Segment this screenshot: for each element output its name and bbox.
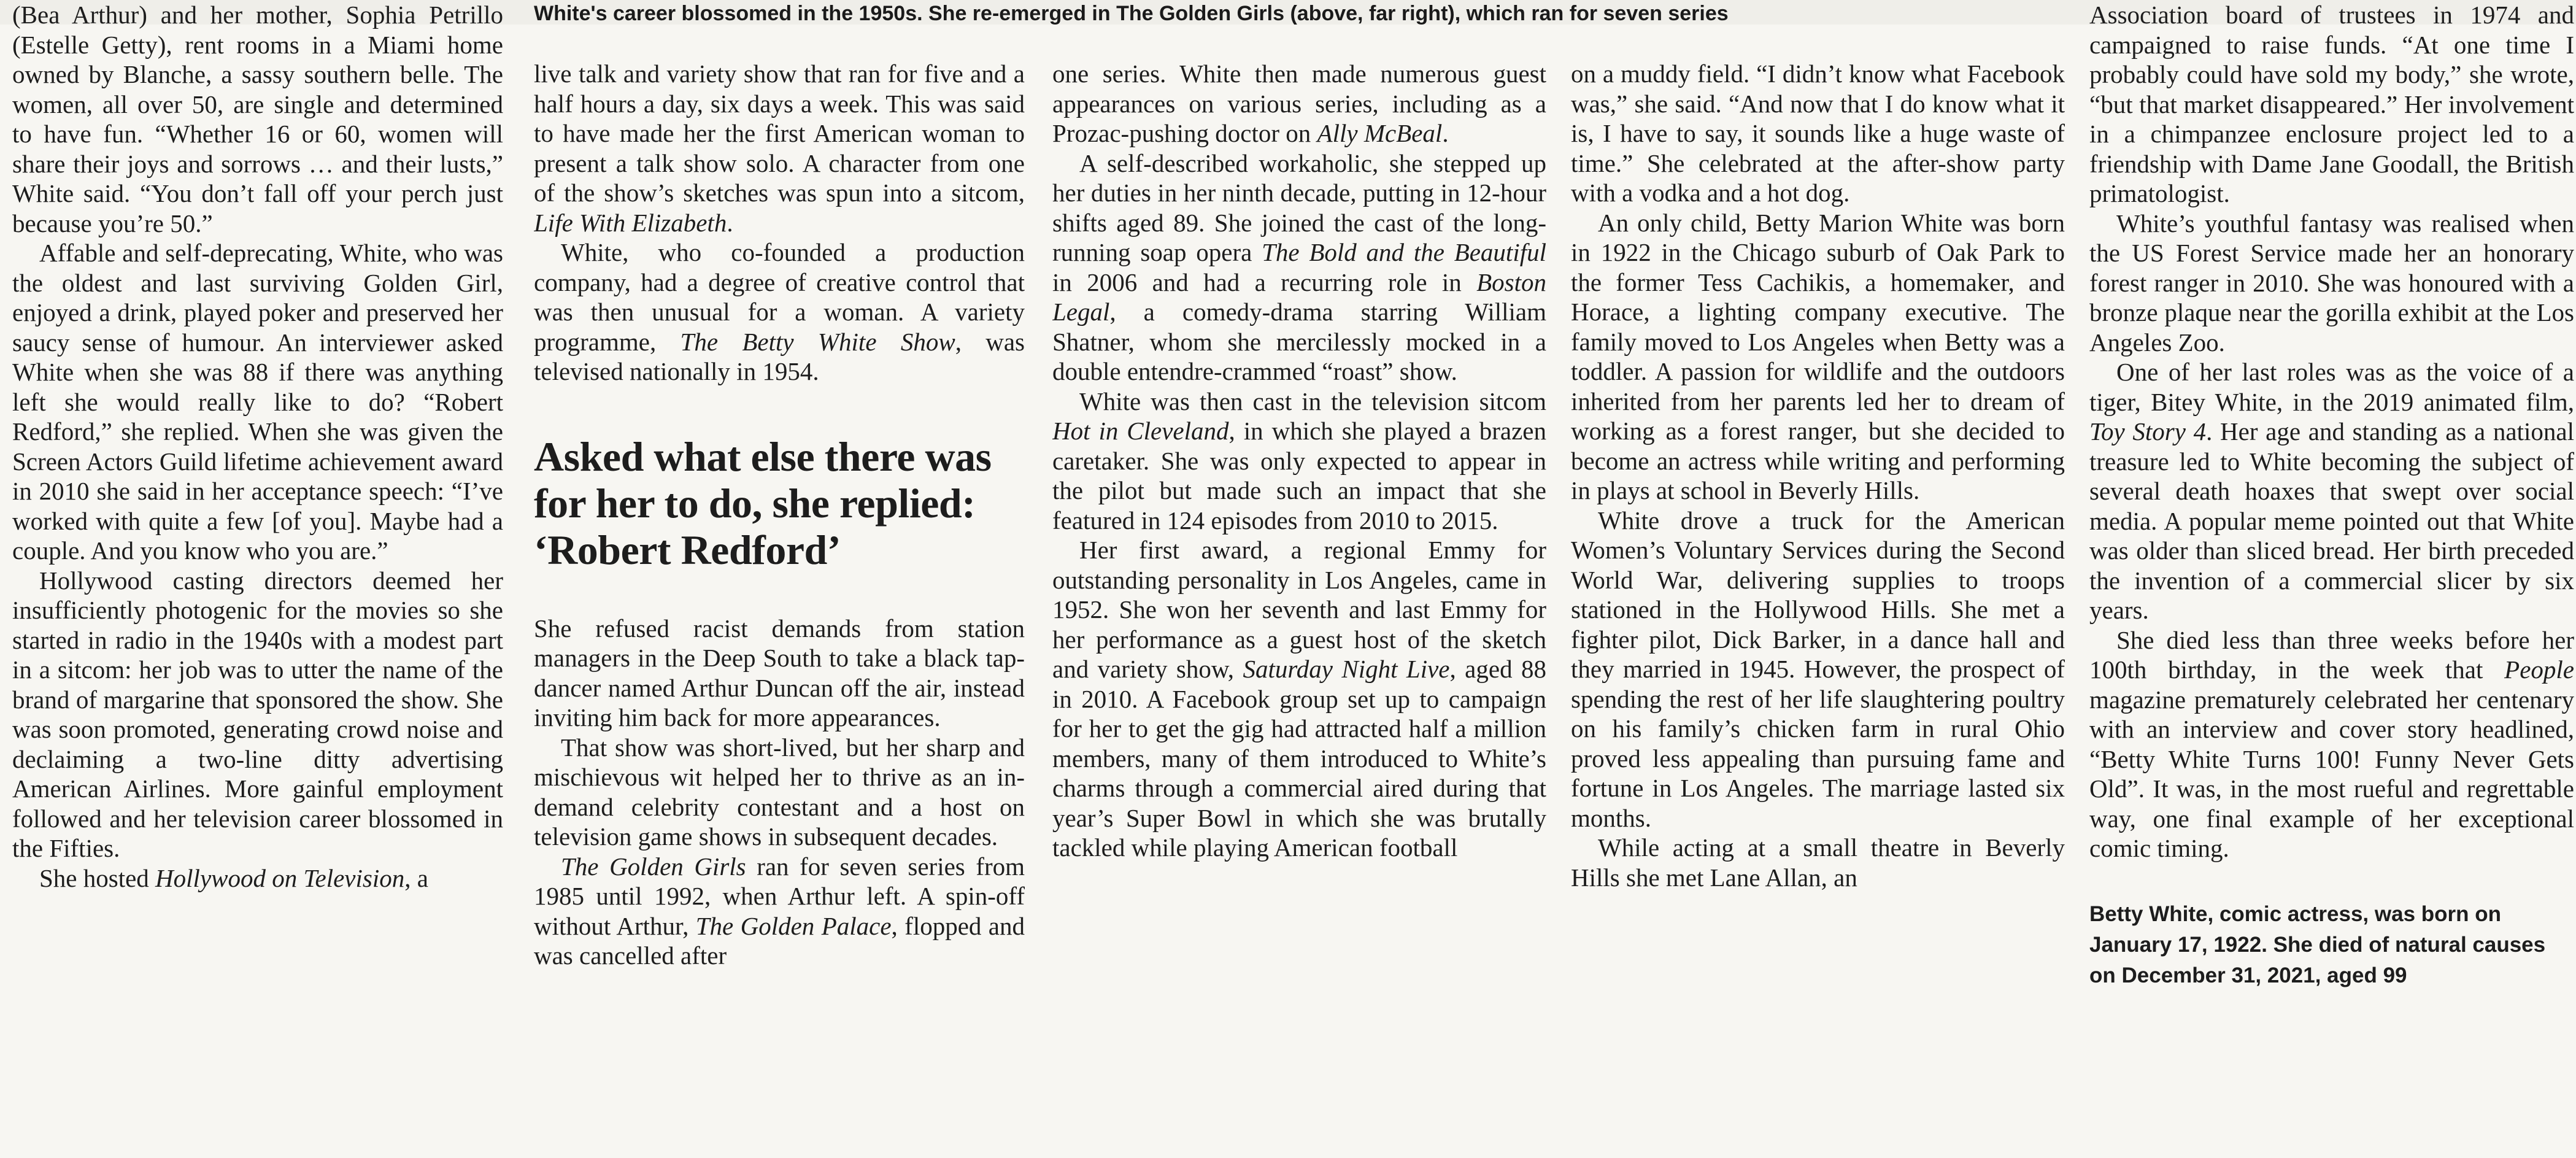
text-run: , a comedy-drama starring William Shatner, whom she mercilessly mocked in a double entendre-crammed “roast” show. xyxy=(1052,298,1546,385)
obituary-bio-footer: Betty White, comic actress, was born on January 17, 1922. She died of natural causes on December 31, 2021, aged 99 xyxy=(2089,901,2546,987)
paragraph: She refused racist demands from station managers in the Deep South to take a black tap-dancer named Arthur Duncan off the air, instead inviting him back for more appearances. xyxy=(534,614,1025,731)
text-run: in 2006 and had a recurring role in xyxy=(1052,268,1477,296)
text-run: , aged 88 in 2010. A Facebook group set up to campaign for her to get the gig had attracted half a million members, many of them introduced to White’s charms through a commercial aired during that year’s Super Bowl in which she was brutally tackled while playing American football xyxy=(1052,655,1546,862)
text-run: . xyxy=(1442,119,1449,147)
paragraph xyxy=(2089,625,2574,863)
text-run: One of her last roles was as the voice of a tiger, Bitey White, in the 2019 animated film, xyxy=(2089,358,2574,416)
italic-title: People xyxy=(2504,655,2574,684)
text-run: one series. White then made numerous guest appearances on various series, including as a Prozac-pushing doctor on xyxy=(1052,60,1546,147)
italic-title: Toy Story 4 xyxy=(2089,417,2207,446)
text-run: , in which she played a brazen caretaker. She was only expected to appear in the pilot but made such an impact that she featured in 124 episodes from 2010 to 2015. xyxy=(1052,417,1546,535)
paragraph xyxy=(1052,59,1546,149)
text-run: ran for seven series from 1985 until 1992, when Arthur left. A spin-off without Arthur, xyxy=(534,852,1025,940)
text-run: , a xyxy=(404,863,428,892)
paragraph: While acting at a small theatre in Beverly Hills she met Lane Allan, an xyxy=(1571,833,2065,892)
text-run: A self-described workaholic, she stepped up her duties in her ninth decade, putting in 12-hour shifts aged 89. She joined the cast of the long-running soap opera xyxy=(1052,149,1546,266)
text-run: Her first award, a regional Emmy for outstanding personality in Los Angeles, came in 1952. She won her seventh and last Emmy for her performance as a guest host of the sketch and variety show, xyxy=(1052,536,1546,683)
italic-title: Hollywood on Television xyxy=(155,863,405,892)
article-column-2 xyxy=(534,59,1025,1158)
italic-title: The Betty White Show xyxy=(680,327,955,356)
paragraph: Hollywood casting directors deemed her insufficiently photogenic for the movies so she started in radio in the 1940s with a modest part in a sitcom: her job was to utter the name of the brand of margarine that sponsored the show. She was soon promoted, generating crowd noise and declaiming a two-line ditty advertising American Airlines. More gainful employment followed and her television career blossomed in the Fifties. xyxy=(12,566,503,862)
paragraph: That show was short-lived, but her sharp and mischievous wit helped her to thrive as an in-demand celebrity contestant and a host on television game shows in subsequent decades. xyxy=(534,733,1025,851)
italic-title: The Bold and the Beautiful xyxy=(1262,238,1546,266)
italic-title: The Golden Palace xyxy=(695,911,892,940)
article-column-1 xyxy=(12,0,503,1099)
paragraph xyxy=(12,863,503,894)
paragraph xyxy=(1052,387,1546,536)
photo-caption: White's career blossomed in the 1950s. She re-emerged in The Golden Girls (above, far right), which ran for seven series xyxy=(534,2,1729,25)
text-run: She hosted xyxy=(39,863,156,892)
article-column-4 xyxy=(1571,59,2065,1158)
paragraph: Association board of trustees in 1974 and campaigned to raise funds. “At one time I probably could have sold my body,” she wrote, “but that market disappeared.” Her involvement in a chimpanzee enclosure project led to a friendship with Dame Jane Goodall, the British primatologist. xyxy=(2089,1,2574,207)
text-run: White, who co-founded a production company, had a degree of creative control that was then unusual for a woman. A variety programme, xyxy=(534,238,1025,356)
italic-title: Boston Legal xyxy=(1052,268,1546,326)
text-run: . Her age and standing as a national treasure led to White becoming the subject of several death hoaxes that swept over social media. A popular meme pointed out that White was older than sliced bread. Her birth preceded the invention of a commercial slicer by six years. xyxy=(2089,417,2574,624)
paragraph: White drove a truck for the American Women’s Voluntary Services during the Second World War, delivering supplies to troops stationed in the Hollywood Hills. She met a fighter pilot, Dick Barker, in a dance hall and they married in 1945. However, the prospect of spending the rest of her life slaughtering poultry on his family’s chicken farm in rural Ohio proved less appealing than pursuing fame and fortune in Los Angeles. The marriage lasted six months. xyxy=(1571,506,2065,832)
paragraph xyxy=(534,852,1025,971)
article-column-3 xyxy=(1052,59,1546,1158)
italic-title: Hot in Cleveland xyxy=(1052,417,1229,445)
text-run: , flopped and was cancelled after xyxy=(534,911,1025,970)
paragraph xyxy=(534,59,1025,237)
paragraph: on a muddy field. “I didn’t know what Facebook was,” she said. “And now that I do know what it is, I have to say, it sounds like a huge waste of time.” She celebrated at the after-show party with a vodka and a hot dog. xyxy=(1571,60,2065,207)
paragraph xyxy=(534,237,1025,387)
text-run: . xyxy=(727,208,733,237)
text-run: White was then cast in the television sitcom xyxy=(1079,387,1546,415)
article-column-5 xyxy=(2089,0,2574,1099)
paragraph xyxy=(1052,149,1546,387)
paragraph: (Bea Arthur) and her mother, Sophia Petrillo (Estelle Getty), rent rooms in a Miami home owned by Blanche, a sassy southern belle. The women, all over 50, are single and determined to have fun. “Whether 16 or 60, women will share their joys and sorrows … and their lusts,” White said. “You don’t fall off your perch just because you’re 50.” xyxy=(12,1,503,237)
paragraph: Affable and self-deprecating, White, who was the oldest and last surviving Golden Girl, enjoyed a drink, played poker and preserved her saucy sense of humour. An interviewer asked White when she was 88 if there was anything left she would really like to do? “Robert Redford,” she replied. When she was given the Screen Actors Guild lifetime achievement award in 2010 she said in her acceptance speech: “I’ve worked with quite a few [of you]. Maybe had a couple. And you know who you are.” xyxy=(12,239,503,565)
text-run: She died less than three weeks before her 100th birthday, in the week that xyxy=(2089,625,2574,684)
italic-title: Saturday Night Live xyxy=(1243,655,1450,683)
paragraph xyxy=(2089,357,2574,625)
italic-title: The Golden Girls xyxy=(561,852,746,881)
pull-quote: Asked what else there was for her to do, she replied: ‘Robert Redford’ xyxy=(534,433,992,573)
paragraph xyxy=(1052,535,1546,863)
paragraph: An only child, Betty Marion White was born in 1922 in the Chicago suburb of Oak Park to the former Tess Cachikis, a homemaker, and Horace, a lighting company executive. The family moved to Los Angeles when Betty was a toddler. A passion for wildlife and the outdoors inherited from her parents led her to dream of working as a forest ranger, but she decided to become an actress while writing and performing in plays at school in Beverly Hills. xyxy=(1571,208,2065,504)
text-run: , was televised nationally in 1954. xyxy=(534,327,1025,385)
italic-title: Ally McBeal xyxy=(1317,119,1443,147)
text-run: magazine prematurely celebrated her centenary with an interview and cover story headlined, “Betty White Turns 100! Funny Never Gets Old”. It was, in the most rueful and regrettable way, one final example of her exceptional comic timing. xyxy=(2089,685,2574,862)
italic-title: Life With Elizabeth xyxy=(534,208,727,237)
paragraph: White’s youthful fantasy was realised when the US Forest Service made her an honorary forest ranger in 2010. She was honoured with a bronze plaque near the gorilla exhibit at the Los Angeles Zoo. xyxy=(2089,209,2574,357)
text-run: live talk and variety show that ran for five and a half hours a day, six days a week. This was said to have made her the first American woman to present a talk show solo. A character from one of the show’s sketches was spun into a sitcom, xyxy=(534,60,1025,207)
